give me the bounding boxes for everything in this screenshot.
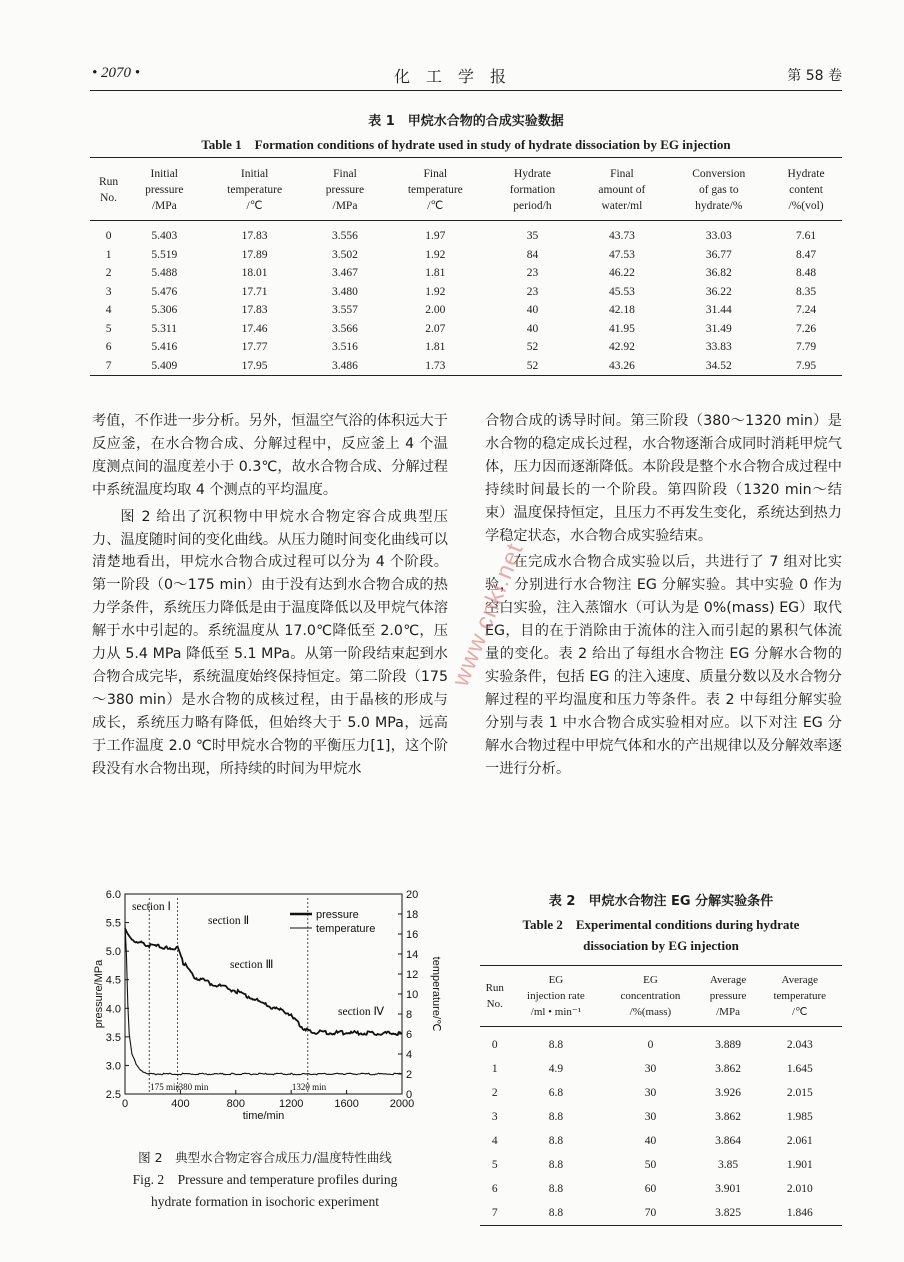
table2-row xyxy=(480,1105,842,1129)
table2-cell: 1.645 xyxy=(786,1063,813,1075)
table2-header-line: concentration xyxy=(620,990,681,1002)
y-tick-label: 3.0 xyxy=(105,1060,121,1073)
table1-row xyxy=(90,301,842,320)
table1-cell: 36.82 xyxy=(705,267,732,280)
table1-cell: 36.22 xyxy=(705,285,732,298)
table1-cell: 3.502 xyxy=(332,248,358,261)
table1-cell: 1 xyxy=(105,248,112,261)
table2-header-line: /ml • min⁻¹ xyxy=(530,1006,582,1018)
y-right-tick-label: 6 xyxy=(406,1029,413,1041)
y-tick-label: 4.5 xyxy=(105,974,121,987)
section-annotation: section Ⅳ xyxy=(338,1006,385,1018)
y-axis-title: pressure/MPa xyxy=(93,959,105,1029)
table1-header-cell xyxy=(489,158,577,221)
table1-cell: 7.24 xyxy=(796,304,817,317)
table2-cell: 7 xyxy=(480,1201,509,1226)
table1-cell: 2 xyxy=(105,267,112,280)
table1-cell: 5 xyxy=(105,322,112,335)
table2-title-en-1: Table 2 Experimental conditions during hydrate xyxy=(522,917,800,932)
table2-cell: 8.8 xyxy=(548,1159,564,1171)
table1-cell: 3.467 xyxy=(332,267,358,280)
table1-cell: 6 xyxy=(105,341,112,354)
table1-cell: 17.83 xyxy=(241,304,268,317)
table2-title-en-2: dissociation by EG injection xyxy=(583,938,739,953)
table2-cell: 0 xyxy=(491,1039,498,1051)
table2-cell: 4.9 xyxy=(548,1063,564,1075)
table1-header-line: content xyxy=(789,184,823,196)
table2-cell: 3.901 xyxy=(715,1183,741,1195)
table2-header-line: No. xyxy=(486,998,503,1010)
figure2-caption-zh: 图 2 典型水合物定容合成压力/温度特性曲线 xyxy=(138,1150,392,1165)
table2-header-line: Average xyxy=(709,974,747,986)
page-number: • 2070 • xyxy=(92,65,141,81)
x-tick-label: 1600 xyxy=(334,1098,359,1110)
table2-cell: 30 xyxy=(644,1087,657,1099)
series-pressure-line xyxy=(125,928,402,1035)
table2-cell: 3.862 xyxy=(715,1063,741,1075)
table1-cell: 8.35 xyxy=(796,285,817,298)
table2-header-cell xyxy=(699,966,758,1027)
table1-header-line: temperature xyxy=(227,184,283,196)
table1-row xyxy=(90,338,842,357)
section-annotation: section Ⅱ xyxy=(208,915,250,927)
legend-temperature-label: temperature xyxy=(316,923,376,935)
table2-title-zh: 表 2 甲烷水合物注 EG 分解实验条件 xyxy=(548,894,774,909)
table2-cell: 0 xyxy=(647,1039,654,1051)
table1-header-cell xyxy=(382,158,488,221)
vline-label: 1320 min xyxy=(291,1082,327,1092)
table1-cell: 18.01 xyxy=(241,267,268,280)
table1-cell: 7.26 xyxy=(796,322,817,335)
table2-cell: 2.061 xyxy=(786,1135,813,1147)
table2-header-line: EG xyxy=(643,974,658,986)
y-right-tick-label: 10 xyxy=(406,989,419,1001)
table1-header-line: hydrate/% xyxy=(695,200,743,212)
vline-label: 380 min xyxy=(178,1082,209,1092)
table1-header-row xyxy=(90,158,842,221)
table2-row xyxy=(480,1057,842,1081)
table2-header-cell xyxy=(758,966,842,1027)
table2-cell: 3.862 xyxy=(715,1111,741,1123)
table1-header-line: pressure xyxy=(145,184,184,196)
table1-header-line: of gas to xyxy=(698,184,739,196)
table2 xyxy=(480,965,842,1226)
table2-cell: 6 xyxy=(491,1183,498,1195)
table1-body xyxy=(90,221,842,376)
table2-cell: 6.8 xyxy=(548,1087,564,1099)
table2-cell: 1 xyxy=(491,1063,498,1075)
table1-cell: 40 xyxy=(526,304,539,317)
table2-cell: 2.010 xyxy=(786,1183,813,1195)
table1-cell: 23 xyxy=(526,285,539,298)
table1-cell: 2.07 xyxy=(425,322,446,335)
table2-row xyxy=(480,1177,842,1201)
table1-header-line: period/h xyxy=(513,200,552,212)
table1-header-cell xyxy=(127,158,201,221)
table1-cell: 1.97 xyxy=(425,230,446,243)
table1-cell: 0 xyxy=(105,230,112,243)
left-paragraph-2: 图 2 给出了沉积物中甲烷水合物定容合成典型压力、温度随时间的变化曲线。从压力随时间变化曲线可以清楚地看出，甲烷水合物合成过程可以分为 4 个阶段。第一阶段（0～175 min）由于没有达到水合物合成的热力学条件，系统压力降低是由于温度降低以及甲烷气体溶解于水中引起的。系统温度从 17.0℃降低至 2.0℃，压力从 5.4 MPa 降低至 5.1 MPa。从第一阶段结束起到水合物合成完毕，系统温度始终保持恒定。第二阶段（175～380 min）是水合物的成核过程，由于晶核的形成与成长，系统压力略有降低，但始终大于 5.0 MPa，远高于工作温度 2.0 ℃时甲烷水合物的平衡压力[1]，这个阶段没有水合物出现，所持续的时间为甲烷水 xyxy=(92,508,448,777)
table2-cell: 2 xyxy=(491,1087,498,1099)
table1-header-cell xyxy=(308,158,382,221)
table1-cell: 3.556 xyxy=(332,230,358,243)
right-column xyxy=(485,410,842,781)
table1-cell: 31.44 xyxy=(705,304,732,317)
table1-header-line: amount of xyxy=(598,184,646,196)
right-paragraph-2: 在完成水合物合成实验以后，共进行了 7 组对比实验，分别进行水合物注 EG 分解实验。其中实验 0 作为空白实验，注入蒸馏水（可认为是 0%(mass) EG）取代 EG，目的在于消除由于流体的注入而引起的累积气体流量的变化。表 2 给出了每组水合物注 EG 分解水合物的实验条件，包括 EG 的注入速度、质量分数以及水合物分解过程的平均温度和压力等条件。表 2 中每组分解实验分别与表 1 中水合物合成实验相对应。以下对注 EG 分解水合物过程中甲烷气体和水的产出规律以及分解效率逐一进行分析。 xyxy=(485,554,842,777)
table1-cell: 17.95 xyxy=(201,357,307,376)
chart-vlines xyxy=(149,898,326,1094)
table2-cell: 3.889 xyxy=(715,1039,741,1051)
table1-cell: 4 xyxy=(105,304,112,317)
table1-cell: 17.71 xyxy=(241,285,268,298)
y-right-axis-title: temperature/℃ xyxy=(430,956,442,1032)
y-tick-label: 4.0 xyxy=(105,1003,121,1016)
table1-header-line: Initial xyxy=(150,168,178,180)
table1-cell: 7.95 xyxy=(770,357,842,376)
table1-cell: 36.77 xyxy=(705,248,732,261)
table2-cell: 8.8 xyxy=(548,1039,564,1051)
table1-title-zh: 表 1 甲烷水合物的合成实验数据 xyxy=(368,114,564,129)
table2-row xyxy=(480,1027,842,1058)
table1-cell: 3.480 xyxy=(332,285,358,298)
table1-cell: 5.403 xyxy=(151,230,178,243)
table1-cell: 2.00 xyxy=(425,304,446,317)
table1-row xyxy=(90,357,842,376)
header-rule xyxy=(90,90,842,91)
table2-header-cell xyxy=(509,966,602,1027)
table1-cell: 41.95 xyxy=(608,322,635,335)
right-paragraph-1: 合物合成的诱导时间。第三阶段（380～1320 min）是水合物的稳定成长过程，水合物逐渐合成同时消耗甲烷气体，压力因而逐渐降低。本阶段是整个水合物合成过程中持续时间最长的一个阶段。第四阶段（1320 min～结束）温度保持恒定，且压力不再发生变化，系统达到热力学稳定状态，水合物合成实验结束。 xyxy=(485,413,842,544)
table2-body xyxy=(480,1027,842,1226)
table2-header-line: /%(mass) xyxy=(629,1006,672,1018)
table2-cell: 3.926 xyxy=(715,1087,741,1099)
journal-name: 化 工 学 报 xyxy=(393,67,506,86)
table2-row xyxy=(480,1129,842,1153)
y-right-tick-label: 16 xyxy=(406,929,419,941)
y-right-tick-label: 20 xyxy=(406,889,419,901)
table1-cell: 23 xyxy=(526,267,539,280)
table1-header-line: /%(vol) xyxy=(788,200,824,212)
table1 xyxy=(90,157,842,376)
table2-cell: 3.85 xyxy=(717,1159,739,1171)
table1-cell: 7 xyxy=(90,357,127,376)
table1-header-line: Final xyxy=(610,168,634,180)
table1-title-en: Table 1 Formation conditions of hydrate used in study of hydrate dissociation by EG injection xyxy=(201,137,731,152)
table1-header-line: /MPa xyxy=(332,200,358,212)
x-tick-label: 2000 xyxy=(389,1098,415,1110)
table1-header-cell xyxy=(201,158,307,221)
table2-cell: 2.043 xyxy=(786,1039,813,1051)
table1-header-line: Hydrate xyxy=(513,168,551,180)
table1-cell: 1.81 xyxy=(425,341,446,354)
table1-cell: 52 xyxy=(526,341,539,354)
table1-header-line: pressure xyxy=(325,184,365,196)
table1-cell: 8.48 xyxy=(796,267,817,280)
table2-header-line: /℃ xyxy=(792,1006,808,1018)
table1-cell: 35 xyxy=(526,230,539,243)
table2-cell: 2.015 xyxy=(786,1087,813,1099)
table1-cell: 5.416 xyxy=(151,341,178,354)
table1-header-line: Hydrate xyxy=(787,168,825,180)
table1-cell: 52 xyxy=(489,357,577,376)
table1-cell: 3.566 xyxy=(332,322,358,335)
table1-cell: 84 xyxy=(526,248,539,261)
table1-header-cell xyxy=(90,158,127,221)
table2-header-cell xyxy=(480,966,509,1027)
section-annotation: section Ⅲ xyxy=(230,959,274,971)
table1-header-line: No. xyxy=(100,192,118,204)
y-right-tick-label: 8 xyxy=(406,1009,413,1021)
table2-cell: 8.8 xyxy=(548,1183,564,1195)
table1-cell: 5.476 xyxy=(151,285,178,298)
table1-cell: 5.306 xyxy=(151,304,178,317)
table1-row xyxy=(90,221,842,246)
table1-cell: 47.53 xyxy=(608,248,635,261)
left-column xyxy=(92,410,448,781)
table2-cell: 1.985 xyxy=(786,1111,813,1123)
y-tick-label: 2.5 xyxy=(105,1089,121,1101)
y-right-tick-label: 14 xyxy=(406,949,419,961)
table2-cell: 70 xyxy=(602,1201,698,1226)
legend-pressure-label: pressure xyxy=(316,909,359,921)
table1-cell: 42.92 xyxy=(608,341,635,354)
table1-row xyxy=(90,283,842,302)
table2-cell: 8.8 xyxy=(548,1135,564,1147)
table1-header-line: Run xyxy=(98,176,119,188)
table1-cell: 5.488 xyxy=(151,267,178,280)
table1-cell: 1.92 xyxy=(425,285,446,298)
table2-cell: 1.846 xyxy=(758,1201,842,1226)
y-right-tick-label: 2 xyxy=(406,1069,413,1081)
table1-cell: 3 xyxy=(105,285,112,298)
table2-cell: 3.825 xyxy=(699,1201,758,1226)
table1-header-line: temperature xyxy=(407,184,463,196)
table1-cell: 31.49 xyxy=(705,322,732,335)
table1-cell: 17.77 xyxy=(241,341,268,354)
table2-cell: 30 xyxy=(644,1111,657,1123)
table2-header-line: injection rate xyxy=(527,990,585,1002)
table1-cell: 17.89 xyxy=(241,248,268,261)
section-annotation: section Ⅰ xyxy=(132,901,171,913)
table1-cell: 8.47 xyxy=(796,248,817,261)
table1-cell: 1.81 xyxy=(425,267,446,280)
table1-cell: 43.26 xyxy=(576,357,667,376)
volume-label: 第 58 卷 xyxy=(787,68,842,84)
table1-cell: 43.73 xyxy=(608,230,635,243)
table1-cell: 40 xyxy=(526,322,539,335)
table2-cell: 3.864 xyxy=(715,1135,741,1147)
y-right-tick-label: 0 xyxy=(406,1089,413,1101)
table1-cell: 3.557 xyxy=(332,304,358,317)
table1-cell: 42.18 xyxy=(608,304,635,317)
table2-header-row xyxy=(480,966,842,1027)
table2-cell: 8.8 xyxy=(548,1111,564,1123)
table1-cell: 7.79 xyxy=(796,341,817,354)
y-tick-label: 3.5 xyxy=(105,1031,121,1044)
table1-cell: 1.92 xyxy=(425,248,446,261)
figure2-caption-en-2: hydrate formation in isochoric experiment xyxy=(151,1194,379,1209)
table2-cell: 1.901 xyxy=(786,1159,813,1171)
vline-label: 175 min xyxy=(150,1082,181,1092)
x-tick-label: 400 xyxy=(171,1098,190,1110)
x-axis-title: time/min xyxy=(242,1110,285,1122)
table1-cell: 34.52 xyxy=(667,357,770,376)
table1-header-line: water/ml xyxy=(601,200,643,212)
table1-header-cell xyxy=(576,158,667,221)
table2-row xyxy=(480,1081,842,1105)
table2-cell: 50 xyxy=(644,1159,657,1171)
figure2-caption-en-1: Fig. 2 Pressure and temperature profiles during xyxy=(132,1172,398,1187)
table1-cell: 1.73 xyxy=(382,357,488,376)
table2-cell: 3 xyxy=(491,1111,498,1123)
table1-cell: 3.486 xyxy=(308,357,382,376)
table1-cell: 3.516 xyxy=(332,341,358,354)
table2-cell: 4 xyxy=(491,1135,498,1147)
table2-header-cell xyxy=(602,966,698,1027)
table2-header-line: Average xyxy=(781,974,818,986)
x-tick-label: 1200 xyxy=(278,1098,304,1110)
table1-cell: 7.61 xyxy=(796,230,817,243)
table2-header-line: /MPa xyxy=(716,1006,740,1018)
y-tick-label: 5.0 xyxy=(105,946,121,959)
table1-header-line: /℃ xyxy=(246,200,263,212)
table1-header-line: Conversion xyxy=(692,168,746,180)
table1-row xyxy=(90,320,842,339)
table2-cell: 60 xyxy=(644,1183,657,1195)
table1-header-cell xyxy=(770,158,842,221)
x-tick-label: 0 xyxy=(121,1098,129,1110)
table2-cell: 5 xyxy=(491,1159,498,1171)
table1-cell: 45.53 xyxy=(608,285,635,298)
table1-header-line: Initial xyxy=(240,168,269,180)
table1-header-line: /MPa xyxy=(151,200,177,212)
table1-row xyxy=(90,246,842,265)
y-tick-label: 6.0 xyxy=(105,889,121,901)
table1-cell: 33.03 xyxy=(705,230,732,243)
table1-cell: 17.46 xyxy=(241,322,268,335)
table1-header-line: Final xyxy=(333,168,357,180)
left-paragraph-1: 考值，不作进一步分析。另外，恒温空气浴的体积远大于反应釜，在水合物合成、分解过程中，反应釜上 4 个温度测点间的温度差小于 0.3℃，故水合物合成、分解过程中系统温度均取 4 个测点的平均温度。 xyxy=(92,413,448,498)
y-right-tick-label: 4 xyxy=(406,1049,413,1061)
table1-cell: 5.409 xyxy=(127,357,201,376)
table2-cell: 40 xyxy=(644,1135,657,1147)
table2-header-line: pressure xyxy=(709,990,747,1002)
watermark: www.cnki.net xyxy=(447,539,529,691)
table1-cell: 46.22 xyxy=(608,267,635,280)
table1-header-cell xyxy=(667,158,770,221)
table2-cell: 30 xyxy=(644,1063,657,1075)
table1-header-line: Final xyxy=(423,168,448,180)
x-tick-label: 800 xyxy=(226,1098,245,1110)
table1-cell: 33.83 xyxy=(705,341,732,354)
table2-header-line: EG xyxy=(548,974,564,986)
table2-row xyxy=(480,1153,842,1177)
table1-cell: 17.83 xyxy=(241,230,268,243)
table1-cell: 5.311 xyxy=(151,322,177,335)
table2-header-line: temperature xyxy=(773,990,827,1002)
table1-row xyxy=(90,264,842,283)
figure2-chart xyxy=(90,882,450,1132)
table1-header-line: /℃ xyxy=(427,200,444,212)
y-right-tick-label: 12 xyxy=(406,969,419,981)
table2-cell: 8.8 xyxy=(509,1201,602,1226)
y-right-tick-label: 18 xyxy=(406,909,419,921)
y-tick-label: 5.5 xyxy=(105,917,121,930)
table2-header-line: Run xyxy=(485,982,504,994)
table1-header-line: formation xyxy=(509,184,556,196)
chart-labels xyxy=(93,901,442,1122)
table1-cell: 5.519 xyxy=(151,248,178,261)
table2-row xyxy=(480,1201,842,1226)
chart-series xyxy=(125,924,402,1075)
